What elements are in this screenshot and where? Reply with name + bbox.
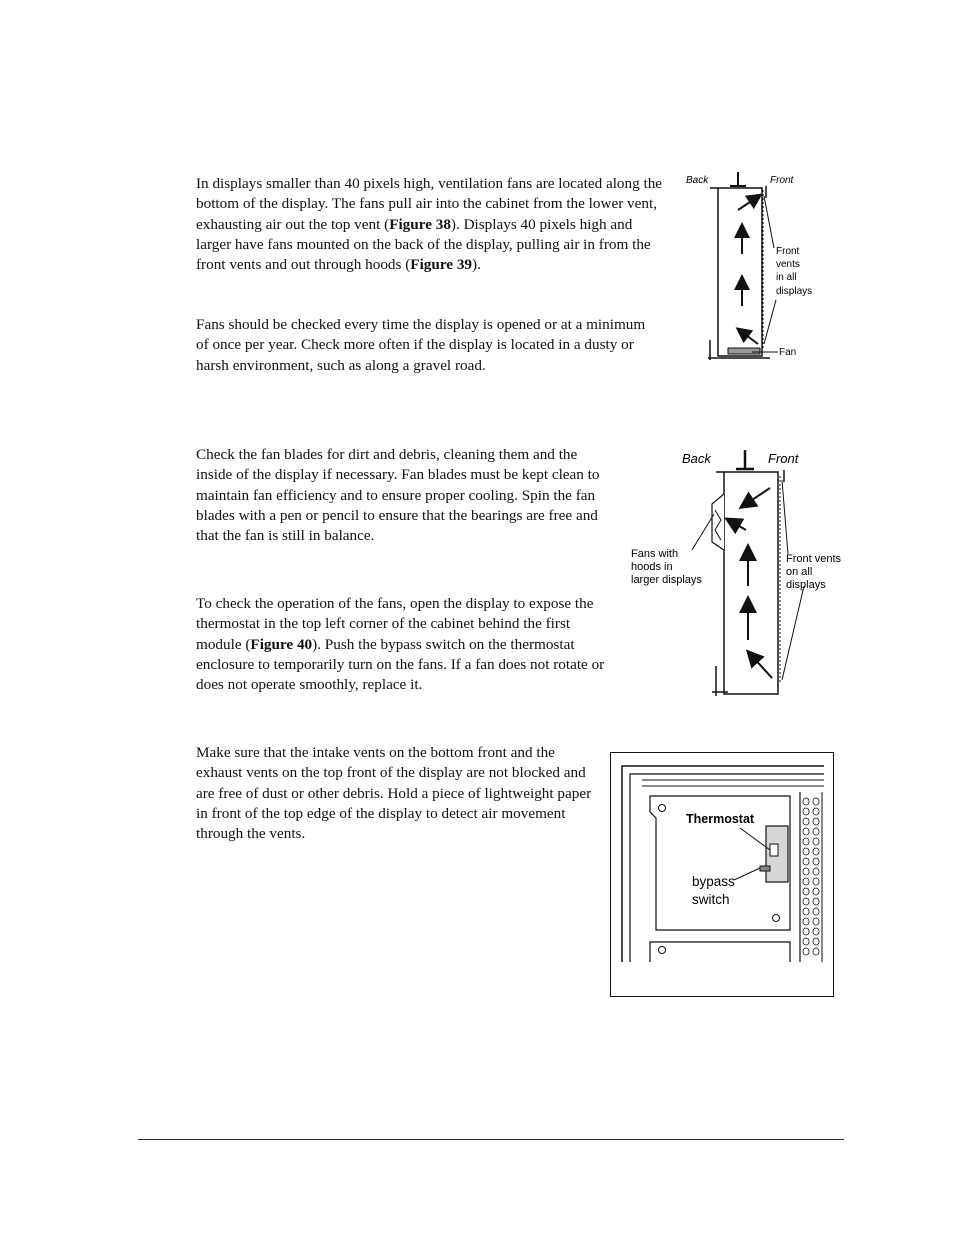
fans-label-2: hoods in xyxy=(631,561,673,573)
fans-label-1: Fans with xyxy=(631,548,679,560)
bypass-label-1: bypass xyxy=(692,874,735,889)
vents-label-2: on all xyxy=(786,566,813,578)
bypass-label-2: switch xyxy=(692,892,730,907)
thermostat-label: Thermostat xyxy=(686,812,755,826)
p4-text-b: ). Push the bypass switch on the thermostat enclosure to temporarily turn on the fans. If a fan does not rotate or does not operate smoothly, replace it. xyxy=(196,635,605,694)
p1-text-a: In displays smaller than 40 pixels high, ventilation fans are located along the bottom of the display. The fans pull air into the cabinet from the lower vent, exhausting air out the top vent ( xyxy=(196,175,663,233)
footer-rule xyxy=(138,1139,844,1140)
paragraph-fan-blades: Check the fan blades for dirt and debris, cleaning them and the inside of the display if necessary. Fan blades must be kept clean to maintain fan efficiency and to ensure proper cooling. Spin the fan blades with a pen or pencil to ensure that the bearings are free and that the fan is still in balance. xyxy=(196,446,600,545)
p1-text-c: ). xyxy=(472,256,481,274)
bypass-switch xyxy=(760,866,770,871)
paragraph-vents: Make sure that the intake vents on the bottom front and the exhaust vents on the top front of the display are not blocked and are free of dust or other debris. Hold a piece of lightweight paper in front of the top edge of the display to detect air movement through the vents. xyxy=(196,744,592,843)
back-label: Back xyxy=(682,451,711,466)
cabinet-outline xyxy=(718,188,762,356)
figure-38-diagram xyxy=(680,168,830,366)
fan-icon xyxy=(728,348,760,354)
figure-40-ref: Figure 40 xyxy=(250,635,313,653)
back-label: Back xyxy=(686,175,709,186)
vents-label-1: Front vents xyxy=(786,553,842,565)
vents-label-2: vents xyxy=(776,259,800,270)
figure-39-ref: Figure 39 xyxy=(410,256,473,274)
vents-label-3: in all xyxy=(776,272,797,283)
paragraph-fan-operation xyxy=(196,594,616,695)
front-label: Front xyxy=(768,451,799,466)
figure-39-diagram xyxy=(628,446,854,702)
p4-text-a: To check the operation of the fans, open the display to expose the thermostat in the top left corner of the cabinet behind the first module ( xyxy=(196,595,594,653)
paragraph-fan-location xyxy=(196,174,666,275)
p1-text-b: ). Displays 40 pixels high and larger have fans mounted on the back of the display, pulling air in from the front vents and out through hoods ( xyxy=(196,215,651,274)
figure-38-ref: Figure 38 xyxy=(389,215,451,233)
figure-40-diagram xyxy=(610,752,834,997)
fan-hood-icon xyxy=(712,494,724,550)
fan-label: Fan xyxy=(779,347,797,358)
cabinet-outline xyxy=(724,472,778,694)
vents-label-1: Front xyxy=(776,246,800,257)
vents-label-4: displays xyxy=(776,286,813,297)
paragraph-check-frequency: Fans should be checked every time the display is opened or at a minimum of once per year. Check more often if the display is located in a dusty or harsh environment, such as along a gravel road. xyxy=(196,316,646,374)
vents-label-3: displays xyxy=(786,579,826,591)
front-label: Front xyxy=(770,175,794,186)
fans-label-3: larger displays xyxy=(631,574,702,586)
